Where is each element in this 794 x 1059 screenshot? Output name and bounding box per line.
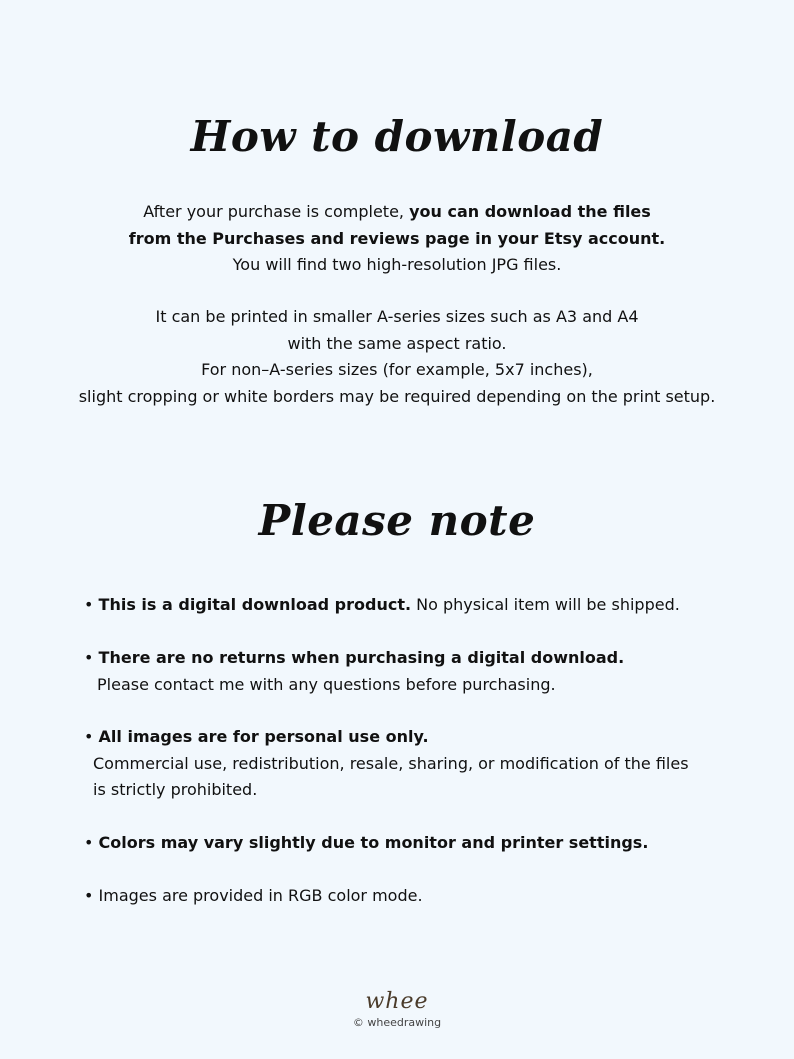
print-info-line: with the same aspect ratio. [287, 333, 507, 353]
bullet-icon: • [84, 833, 99, 852]
bullet-icon: • [84, 648, 99, 667]
note-text: Please contact me with any questions before purchasing. [97, 674, 556, 694]
bullet-icon: • [84, 727, 99, 746]
please-note-title: Please note [258, 496, 536, 545]
note-item-returns [84, 645, 624, 698]
note-bold-text: Colors may vary slightly due to monitor and printer settings. [98, 833, 649, 852]
bullet-icon: • [84, 595, 99, 614]
note-text: No physical item will be shipped. [411, 595, 680, 614]
instruction-line [0, 199, 794, 226]
note-item-colors [84, 830, 648, 857]
whee-logo: whee [365, 989, 429, 1014]
how-to-download-title: How to download [190, 112, 604, 161]
note-bold-text: There are no returns when purchasing a digital download. [98, 648, 625, 667]
instruction-text: After your purchase is complete, [143, 202, 410, 221]
copyright-text: © wheedrawing [352, 1016, 442, 1029]
instruction-bold-text: from the Purchases and reviews page in your Etsy account. [128, 228, 666, 248]
print-info-line: For non–A-series sizes (for example, 5x7 inches), [201, 360, 593, 379]
instruction-line [0, 226, 794, 253]
bullet-icon: • [84, 886, 99, 905]
note-bold-text: All images are for personal use only. [98, 727, 429, 746]
note-text: is strictly prohibited. [93, 780, 258, 799]
print-size-info [0, 304, 794, 410]
footer [0, 990, 794, 1029]
note-text: Images are provided in RGB color mode. [98, 886, 423, 905]
note-item-rgb [84, 883, 423, 910]
note-bold-text: This is a digital download product. [98, 595, 412, 614]
note-text: Commercial use, redistribution, resale, sharing, or modification of the files [93, 753, 689, 773]
download-instructions [0, 199, 794, 279]
print-info-line: slight cropping or white borders may be required depending on the print setup. [78, 386, 716, 406]
instruction-line: You will find two high-resolution JPG files. [232, 255, 562, 274]
note-item-personal-use [84, 724, 689, 804]
print-info-line: It can be printed in smaller A-series sizes such as A3 and A4 [155, 307, 639, 326]
instruction-bold-text: you can download the files [409, 202, 651, 221]
note-item-digital [84, 592, 680, 619]
